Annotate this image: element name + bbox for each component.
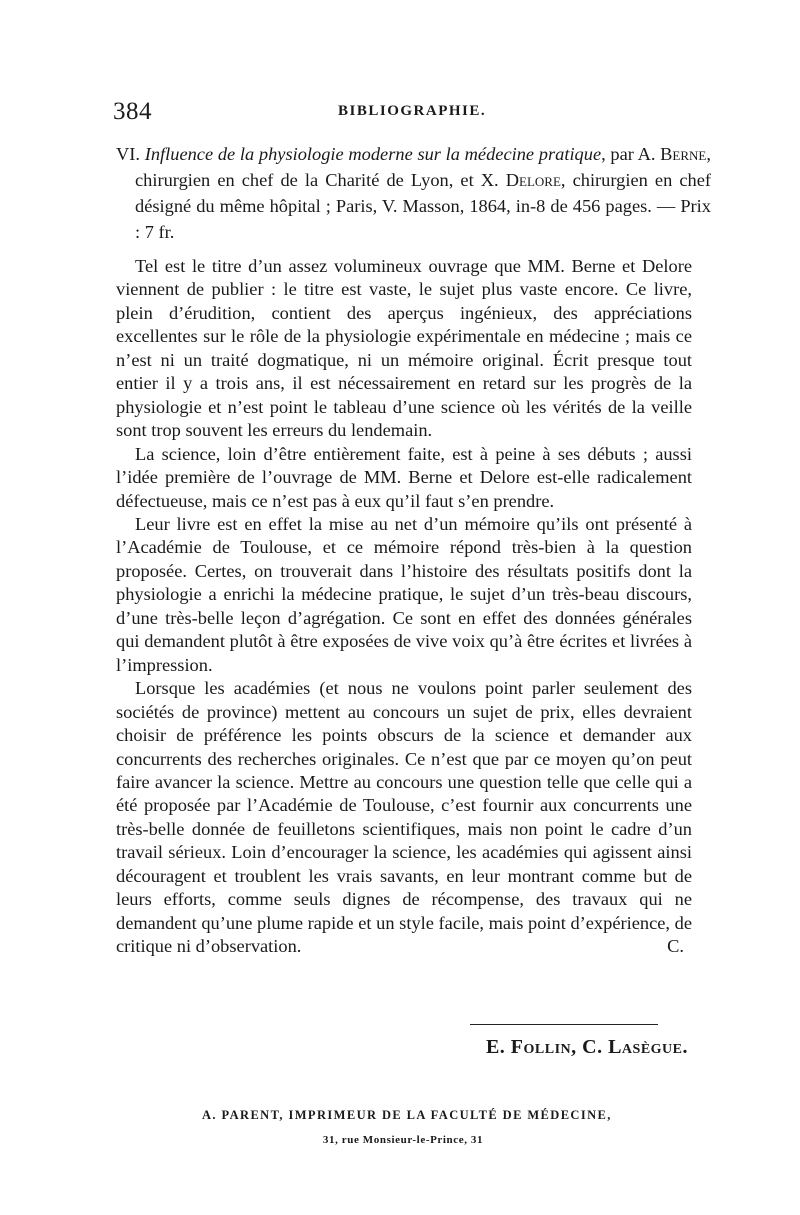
review-paragraph-last	[116, 677, 692, 958]
entry-author-delore: Delore	[505, 170, 561, 190]
printer-address: 31, rue Monsieur-le-Prince, 31	[322, 1134, 484, 1146]
reviewer-initial: C.	[667, 936, 684, 957]
entry-citation-part-2: , chirurgien en chef de la Charité de Lyon, et X.	[135, 144, 711, 190]
entry-author-berne: Berne	[660, 144, 707, 164]
printer-imprint: A. PARENT, IMPRIMEUR DE LA FACULTÉ DE MÉDECINE,	[202, 1108, 612, 1122]
bibliographic-entry	[116, 141, 711, 245]
entry-title: Influence de la physiologie moderne sur la médecine pratique,	[144, 144, 606, 164]
closing-rule	[470, 1024, 658, 1025]
page-number: 384	[113, 98, 152, 125]
running-head	[113, 98, 693, 128]
review-body	[116, 255, 692, 959]
running-title: BIBLIOGRAPHIE.	[338, 103, 487, 119]
signature-authors: E. Follin, C. Lasègue.	[485, 1036, 688, 1058]
entry-citation-part-1: par A.	[605, 144, 661, 164]
review-paragraph-text: Lorsque les académies (et nous ne voulons point parler seulement des sociétés de province) mettent au concours un sujet de prix, elles devraient choisir de préférence les points obscurs de la science et demander aux concurrents des recherches originales. Ce n’est que par ce moyen qu’on peut faire avancer la science. Mettre au concours une question telle que celle qui a été proposée par l’Académie de Toulouse, c’est fournir aux concurrents une très-belle donnée de feuilletons scientifiques, mais non point le cadre d’un travail sérieux. Loin d’encourager la science, les académies qui agissent ainsi découragent et troublent les vrais savants, en leur montrant comme but de leurs efforts, comme seuls dignes de récompense, des travaux qui ne demandent qu’une plume rapide et un style facile, mais point d’expérience, de critique ni d’observation.	[116, 678, 692, 957]
review-paragraph: Leur livre est en effet la mise au net d’un mémoire qu’ils ont présenté à l’Académie de Toulouse, et ce mémoire répond très-bien à la question proposée. Certes, on trouverait dans l’histoire des résultats positifs dont la physiologie a enrichi la médecine pratique, le sujet d’un très-beau discours, d’une très-belle leçon d’agrégation. Ce sont en effet des données générales qui demandent plutôt à être exposées de vive voix qu’à être écrites et livrées à l’impression.	[116, 513, 692, 675]
entry-numeral: VI.	[116, 144, 141, 164]
entry-citation-part-3: , chirurgien en chef désigné du même hôpital ; Paris, V. Masson, 1864, in-8 de 456 pages. — Prix : 7 fr.	[135, 170, 711, 242]
review-paragraph: La science, loin d’être entièrement faite, est à peine à ses débuts ; aussi l’idée première de l’ouvrage de MM. Berne et Delore est-elle radicalement défectueuse, mais ce n’est pas à eux qu’il faut s’en prendre.	[116, 443, 692, 511]
review-paragraph: Tel est le titre d’un assez volumineux ouvrage que MM. Berne et Delore viennent de publier : le titre est vaste, le sujet plus vaste encore. Ce livre, plein d’érudition, contient des aperçus ingénieux, des appréciations excellentes sur le rôle de la physiologie expérimentale en médecine ; mais ce n’est ni un traité dogmatique, ni un mémoire original. Écrit presque tout entier il y a trois ans, il est nécessairement en retard sur les progrès de la physiologie et n’est point le tableau d’une science où les vérités de la veille sont trop souvent les erreurs du lendemain.	[116, 256, 692, 441]
